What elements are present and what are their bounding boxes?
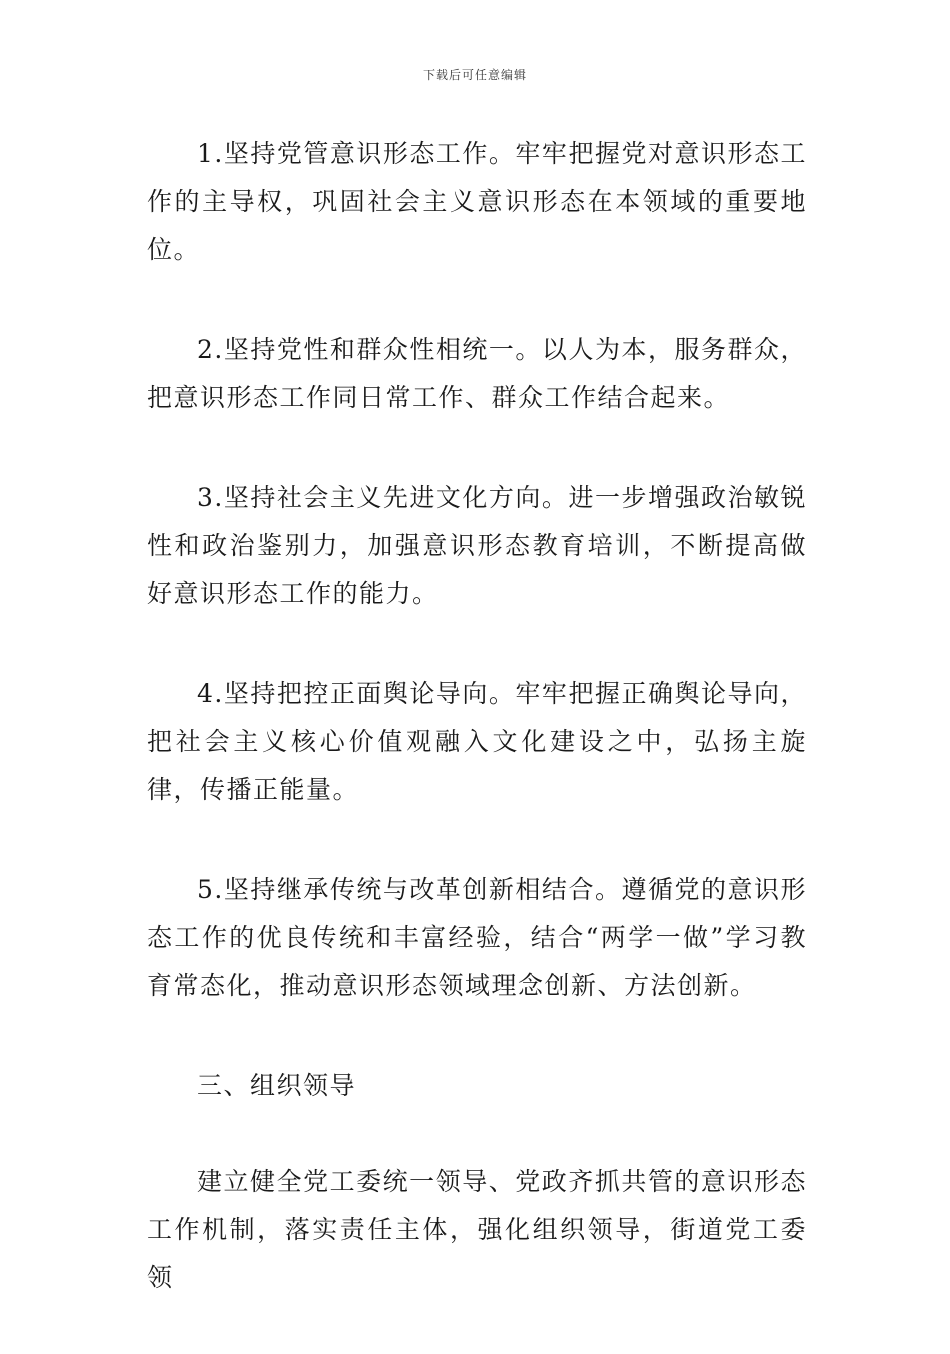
page-header: 下载后可任意编辑 [422, 68, 527, 82]
paragraph-principle-5: 5.坚持继承传统与改革创新相结合。遵循党的意识形态工作的优良传统和丰富经验，结合“两学一做”学习教育常态化，推动意识形态领域理念创新、方法创新。 [147, 875, 807, 1000]
document-body [147, 130, 807, 1354]
paragraph-organization: 建立健全党工委统一领导、党政齐抓共管的意识形态工作机制，落实责任主体，强化组织领导，街道党工委领 [147, 1167, 807, 1292]
paragraph-principle-2: 2.坚持党性和群众性相统一。以人为本，服务群众，把意识形态工作同日常工作、群众工作结合起来。 [147, 335, 807, 412]
paragraph-principle-4: 4.坚持把控正面舆论导向。牢牢把握正确舆论导向，把社会主义核心价值观融入文化建设之中，弘扬主旋律，传播正能量。 [147, 679, 807, 804]
paragraph-principle-3: 3.坚持社会主义先进文化方向。进一步增强政治敏锐性和政治鉴别力，加强意识形态教育培训，不断提高做好意识形态工作的能力。 [147, 483, 807, 608]
section-heading-organization: 三、组织领导 [197, 1071, 357, 1100]
paragraph-principle-1: 1.坚持党管意识形态工作。牢牢把握党对意识形态工作的主导权，巩固社会主义意识形态在本领域的重要地位。 [147, 139, 807, 264]
